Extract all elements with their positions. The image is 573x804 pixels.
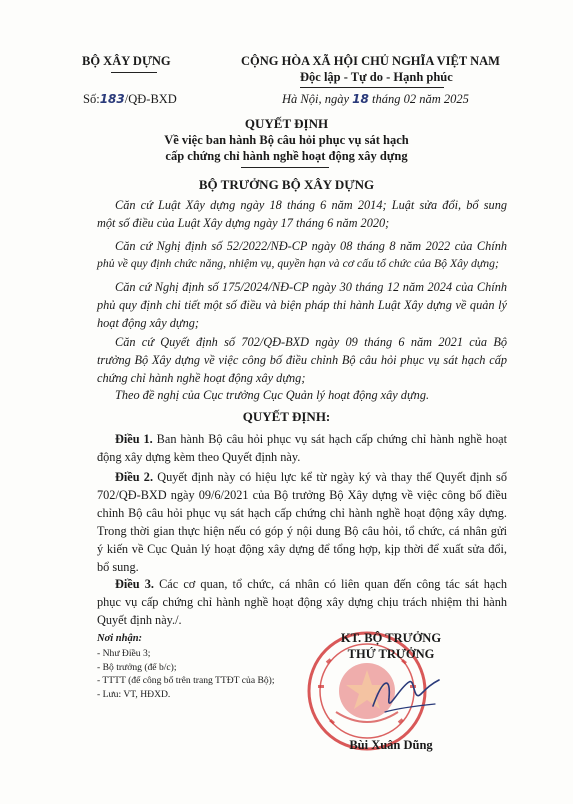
article-2-line: chỉnh Bộ câu hỏi phục vụ sát hạch cấp chứng chỉ hành nghề hoạt động xây dựng. [97,506,507,520]
article-2-line: 702/QĐ-BXD ngày 09/6/2021 của Bộ trưởng Bộ Xây dựng về việc công bố điều [97,488,507,502]
number-prefix: Số: [83,92,100,106]
recipient-item: - Bộ trưởng (để b/c); [97,661,177,673]
date-suffix: tháng 02 năm 2025 [371,92,469,106]
article-2-label: Điều 2. [115,470,154,484]
title-line-2: cấp chứng chỉ hành nghề hoạt động xây dựng [165,149,408,163]
article-2 [97,468,507,576]
signature-title-2: THỨ TRƯỞNG [347,647,435,661]
republic-name: CỘNG HÒA XÃ HỘI CHỦ NGHĨA VIỆT NAM [241,54,500,68]
signature-title-1: KT. BỘ TRƯỞNG [340,631,442,645]
article-2-line: ý kiến về Cục Quản lý hoạt động xây dựng để tổng hợp, kịp thời để xuất sửa đổi, [97,542,507,556]
basis-2 [97,237,507,273]
basis-4-line: Căn cứ Quyết định số 702/QĐ-BXD ngày 09 tháng 6 năm 2021 của Bộ [115,335,507,349]
handwritten-signature-icon [365,668,445,723]
title-line-1: Về việc ban hành Bộ câu hỏi phục vụ sát hạch [164,133,409,147]
basis-4-line: chứng chỉ hành nghề hoạt động xây dựng; [97,371,306,385]
basis-4-line: trưởng Bộ Xây dựng về việc công bố điều chỉnh Bộ câu hỏi phục vụ sát hạch cấp [97,353,507,367]
recipient-item: - TTTT (để công bố trên trang TTĐT của Bộ); [97,675,275,687]
motto: Độc lập - Tự do - Hạnh phúc [300,70,453,84]
article-2-line: Điều 2. Quyết định này có hiệu lực kể từ ngày ký và thay thế Quyết định số [115,470,507,484]
article-3-line: phục vụ cấp chứng chỉ hành nghề hoạt động xây dựng chịu trách nhiệm thi hành [97,595,507,609]
document-title: QUYẾT ĐỊNH [244,116,329,131]
basis-1-line: Căn cứ Luật Xây dựng ngày 18 tháng 6 năm 2014; Luật sửa đổi, bổ sung [115,198,507,212]
number-suffix: /QĐ-BXD [124,92,177,106]
recipient-item: - Như Điều 3; [97,648,151,659]
article-1-line: Điều 1. Ban hành Bộ câu hỏi phục vụ sát hạch cấp chứng chỉ hành nghề hoạt [115,432,507,446]
document-date [282,92,469,107]
recipients-title: Nơi nhận: [97,633,143,644]
basis-3-line: Căn cứ Nghị định số 175/2024/NĐ-CP ngày 30 tháng 12 năm 2024 của Chính [115,280,507,294]
title-underline [241,167,329,168]
basis-1 [97,196,507,232]
document-number [83,92,177,107]
ministry-name: BỘ XÂY DỰNG [82,54,171,68]
article-1-label: Điều 1. [115,432,153,446]
article-3-label: Điều 3. [115,577,154,591]
article-3-line: Điều 3. Các cơ quan, tổ chức, cá nhân có liên quan đến công tác sát hạch [115,577,507,591]
recipient-item: - Lưu: VT, HĐXD. [97,688,171,700]
basis-2-line: phủ về quy định chức năng, nhiệm vụ, quyền hạn và cơ cấu tổ chức của Bộ Xây dựng; [97,257,499,270]
article-3-line: Quyết định này./. [97,613,182,627]
basis-1-line: một số điều của Luật Xây dựng ngày 17 tháng 6 năm 2020; [97,216,390,230]
basis-3 [97,278,507,332]
date-prefix: Hà Nội, ngày [282,92,350,106]
handwritten-day: 18 [352,92,369,106]
basis-4 [97,333,507,387]
article-2-line: Trong thời gian thực hiện nếu có góp ý nội dung Bộ câu hỏi, tổ chức, cá nhân gửi [97,524,507,538]
issuing-authority: BỘ TRƯỞNG BỘ XÂY DỰNG [198,177,375,192]
signer-name: Bùi Xuân Dũng [349,738,433,752]
basis-2-line: Căn cứ Nghị định số 52/2022/NĐ-CP ngày 08 tháng 8 năm 2022 của Chính [115,239,507,253]
decision-heading: QUYẾT ĐỊNH: [242,409,331,424]
article-1-line: động xây dựng kèm theo Quyết định này. [97,450,301,464]
article-1 [97,430,507,466]
ministry-underline [111,72,157,73]
article-2-line: bổ sung. [97,560,139,574]
basis-3-line: phủ quy định chi tiết một số điều và biện pháp thi hành Luật Xây dựng về quản lý [97,298,507,312]
basis-3-line: hoạt động xây dựng; [97,316,199,330]
article-3 [97,575,507,629]
recipients-list [97,647,275,701]
handwritten-number: 183 [99,92,125,106]
basis-5-line: Theo đề nghị của Cục trưởng Cục Quản lý hoạt động xây dựng. [115,388,430,402]
basis-5 [97,386,507,404]
motto-underline [300,87,444,88]
